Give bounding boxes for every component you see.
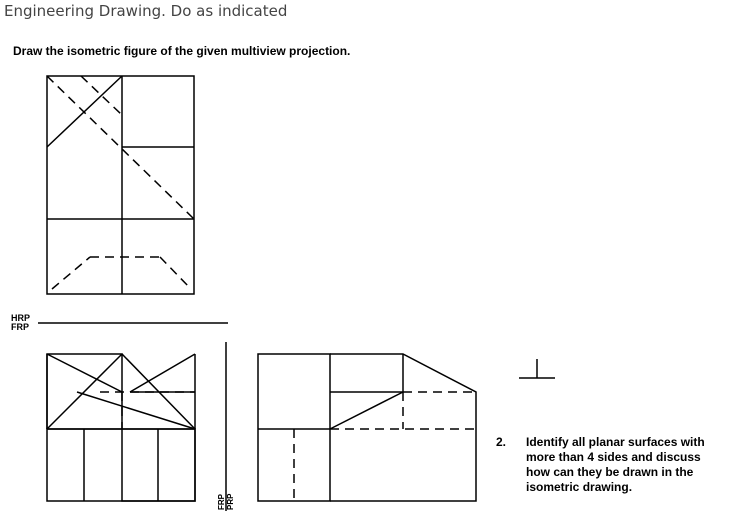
top-view-hidden-slope-left [52,257,90,289]
question-text: Identify all planar surfaces with more than 4 sides and discuss how can they be drawn in the isometric drawing. [526,435,705,494]
vertical-prp-label: PRP [226,493,235,510]
front-view-left-roof [47,354,122,429]
front-view-base [47,429,195,501]
front-view-left-upper-left [47,354,122,392]
question-number: 2. [496,435,507,449]
vertical-frp-label: FRP [217,494,226,510]
front-view [47,354,195,501]
perpendicular-symbol [519,359,555,378]
top-view-outline [47,76,194,294]
page-title: Engineering Drawing. Do as indicated [4,2,288,20]
side-view [258,354,476,501]
side-view-slope [330,392,403,429]
front-view-outline [47,354,195,501]
top-view [47,76,194,294]
hrp-label: HRP [11,313,31,323]
top-view-hidden-slope-right [160,257,191,289]
frp-label: FRP [11,322,29,332]
instruction-text: Draw the isometric figure of the given multiview projection. [13,44,351,58]
